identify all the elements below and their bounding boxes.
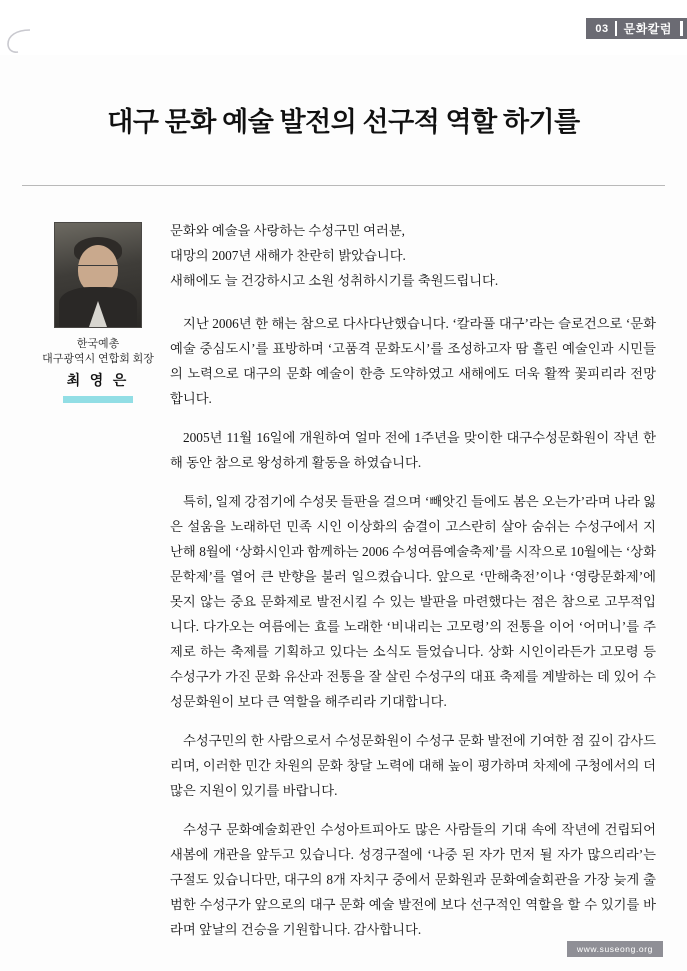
body-paragraph-4: 수성구민의 한 사람으로서 수성문화원이 수성구 문화 발전에 기여한 점 깊이 감사드리며, 이러한 민간 차원의 문화 창달 노력에 대해 높이 평가하며 차제에 구청에서의 더 많은 지원이 있기를 바랍니다. [170, 733, 656, 798]
article-body [170, 218, 656, 956]
page-title: 대구 문화 예술 발전의 선구적 역할 하기를 [107, 107, 580, 137]
body-paragraph-5: 수성구 문화예술회관인 수성아트피아도 많은 사람들의 기대 속에 작년에 건립되어 새봄에 개관을 앞두고 있습니다. 성경구절에 ‘나중 된 자가 먼저 될 자가 많으리라’는 구절도 있습니다만, 대구의 8개 자치구 중에서 문화원과 문화예술회관을 가장 늦게 출범한 수성구가 앞으로의 대구 문화 예술 발전에 보다 선구적인 역할을 할 수 있기를 바라며 앞날의 건승을 기원합니다. 감사합니다. [170, 822, 656, 937]
footer-url: www.suseong.org [567, 941, 663, 957]
body-paragraph-2: 2005년 11월 16일에 개원하여 얼마 전에 1주년을 맞이한 대구수성문화원이 작년 한 해 동안 참으로 왕성하게 활동을 하였습니다. [170, 430, 656, 470]
page-header [0, 0, 687, 55]
body-paragraph-1: 지난 2006년 한 해는 참으로 다사다난했습니다. ‘칼라풀 대구’라는 슬로건으로 ‘문화예술 중심도시’를 표방하며 ‘고품격 문화도시’를 조성하고자 땀 흘린 예술인과 시민들의 노력으로 대구의 문화 예술이 한층 도약하였고 새해에도 더욱 활짝 꽃피리라 전망합니다. [170, 316, 656, 406]
author-block [34, 222, 162, 403]
portrait-glasses [78, 265, 118, 276]
highlighter-mark [63, 396, 133, 403]
author-organization-line2: 대구광역시 연합회 회장 [42, 353, 154, 365]
author-organization-line1: 한국예총 [76, 338, 120, 350]
tab-endbar [680, 21, 683, 36]
decorative-swirl-icon [6, 28, 32, 54]
author-portrait [54, 222, 142, 328]
body-paragraph-3: 특히, 일제 강점기에 수성못 들판을 걸으며 ‘빼앗긴 들에도 봄은 오는가’라며 나라 잃은 설움을 노래하던 민족 시인 이상화의 숨결이 고스란히 살아 숨쉬는 수성구에서 지난해 8월에 ‘상화시인과 함께하는 2006 수성여름예술축제’를 시작으로 10월에는 ‘상화문학제’를 열어 큰 반향을 불러 일으켰습니다. 앞으로 ‘만해축전’이나 ‘영랑문화제’에 못지 않는 중요 문화제로 발전시킬 수 있는 발판을 마련했다는 점은 참으로 고무적입니다. 다가오는 여름에는 효를 노래한 ‘비내리는 고모령’의 전통을 이어 ‘어머니’를 주제로 하는 축제를 기획하고 있다는 소식도 들었습니다. 상화 시인이라든가 고모령 등 수성구가 가진 문화 유산과 전통을 잘 살린 수성구의 대표 축제를 계발하는 데 있어 수성문화원이 보다 큰 역할을 해주리라 기대합니다. [170, 494, 656, 709]
section-label: 문화칼럼 [623, 22, 672, 36]
section-tab [586, 18, 687, 39]
page-number: 03 [595, 22, 609, 35]
greeting-paragraph: 문화와 예술을 사랑하는 수성구민 여러분, 대망의 2007년 새해가 찬란히 밝았습니다. 새해에도 늘 건강하시고 소원 성취하시기를 축원드립니다. [170, 223, 499, 288]
title-divider [22, 185, 665, 186]
author-organization [34, 337, 162, 367]
author-name: 최 영 은 [66, 374, 130, 389]
